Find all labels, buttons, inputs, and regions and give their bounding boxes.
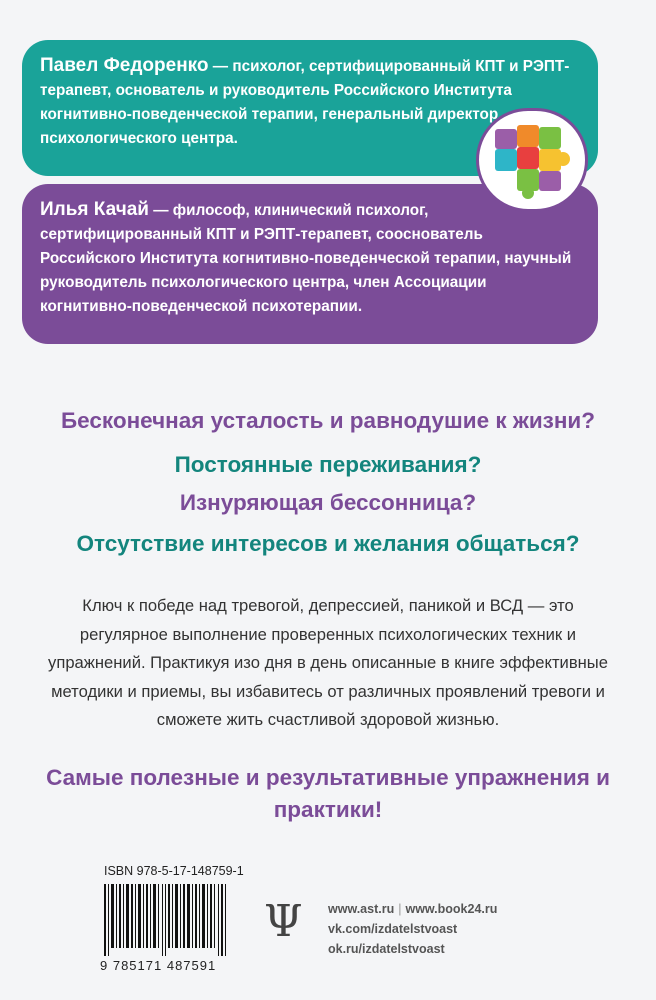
- author-description: — философ, клинический психолог, сертифицированный КПТ и РЭПТ-терапевт, сооснователь Российского Института когнитивно-поведенческой терапии, научный руководитель психологического центра, член Ассоциации когнитивно-поведенческой психотерапии.: [40, 202, 572, 315]
- link-ast[interactable]: www.ast.ru: [328, 902, 395, 916]
- question-2: Постоянные переживания?: [174, 452, 482, 477]
- link-book24[interactable]: www.book24.ru: [405, 902, 498, 916]
- barcode-digits: 9 785171 487591: [100, 958, 217, 973]
- publisher-logo-icon: Ψ: [264, 896, 303, 947]
- question-3: Изнуряющая бессонница?: [179, 490, 477, 515]
- author-name: Илья Качай: [40, 199, 149, 220]
- link-ok[interactable]: ok.ru/izdatelstvoast: [328, 942, 445, 956]
- barcode: [104, 884, 228, 956]
- question-4: Отсутствие интересов и желания общаться?: [76, 531, 580, 556]
- body-paragraph: Ключ к победе над тревогой, депрессией, паникой и ВСД — это регулярное выполнение проверенных психологических техник и упражнений. Практикуя изо дня в день описанные в книге эффективные методики и приемы, вы избавитесь от различных проявлений тревоги и сможете жить счастливой здоровой жизнью.: [48, 596, 608, 729]
- link-vk[interactable]: vk.com/izdatelstvoast: [328, 922, 458, 936]
- puzzle-head-icon: [476, 108, 588, 212]
- publisher-links: www.ast.ru | www.book24.ru vk.com/izdatelstvoast ok.ru/izdatelstvoast: [328, 899, 497, 959]
- isbn-label: ISBN 978-5-17-148759-1: [104, 864, 244, 878]
- question-1: Бесконечная усталость и равнодушие к жизни?: [60, 408, 596, 433]
- author-description: — психолог, сертифицированный КПТ и РЭПТ-терапевт, основатель и руководитель Российского Института когнитивно-поведенческой терапии, генеральный директор психологического центра.: [40, 58, 570, 147]
- author-name: Павел Федоренко: [40, 55, 209, 76]
- closing-statement: Самые полезные и результативные упражнения и практики!: [46, 765, 610, 822]
